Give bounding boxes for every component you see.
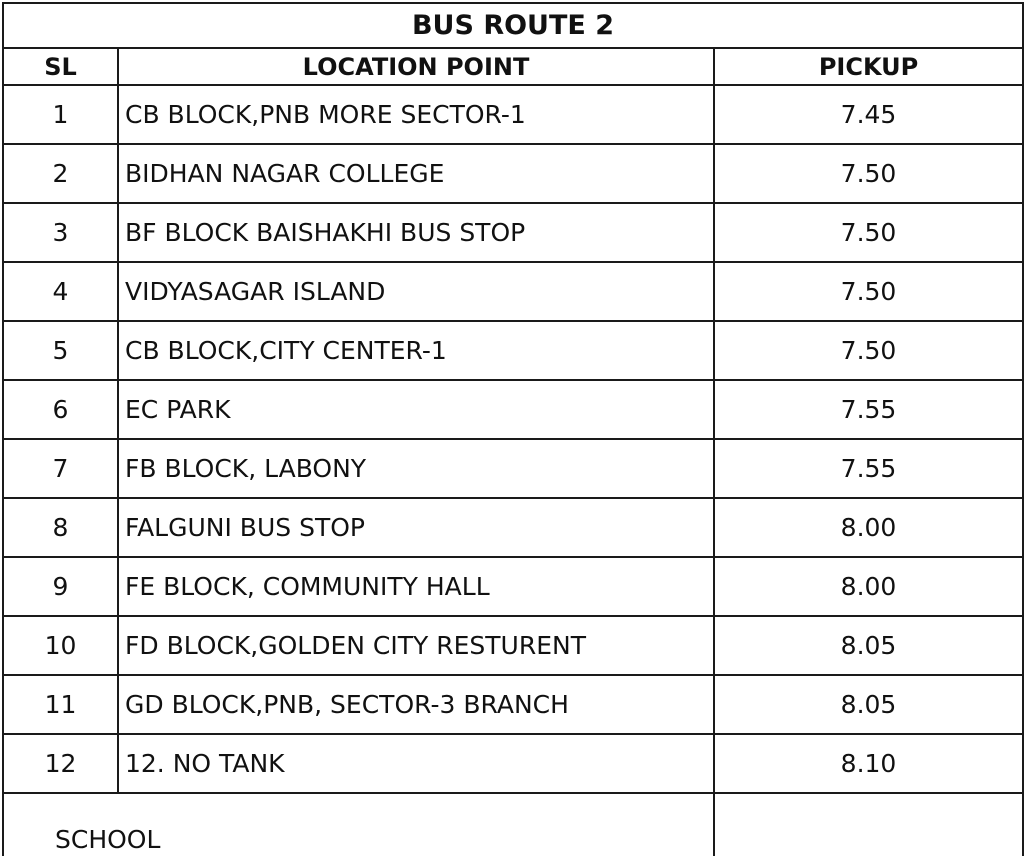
pickup-cell: 8.00 [714, 557, 1023, 616]
location-cell: EC PARK [118, 380, 714, 439]
bus-route-table [2, 2, 1024, 856]
location-cell: FALGUNI BUS STOP [118, 498, 714, 557]
sl-cell: 2 [3, 144, 118, 203]
table-row [3, 439, 1023, 498]
pickup-cell: 7.55 [714, 439, 1023, 498]
pickup-cell: 8.10 [714, 734, 1023, 793]
location-cell: 12. NO TANK [118, 734, 714, 793]
table-row [3, 203, 1023, 262]
pickup-cell: 7.50 [714, 203, 1023, 262]
pickup-cell: 7.45 [714, 85, 1023, 144]
pickup-cell: 7.50 [714, 262, 1023, 321]
location-cell: CB BLOCK,CITY CENTER-1 [118, 321, 714, 380]
table-row [3, 380, 1023, 439]
pickup-cell: 8.00 [714, 498, 1023, 557]
sl-cell: 9 [3, 557, 118, 616]
pickup-cell: 8.05 [714, 616, 1023, 675]
school-pickup-cell [714, 793, 1023, 856]
location-cell: BIDHAN NAGAR COLLEGE [118, 144, 714, 203]
table-row [3, 734, 1023, 793]
school-label: SCHOOL [3, 793, 714, 856]
sl-cell: 1 [3, 85, 118, 144]
pickup-cell: 7.50 [714, 321, 1023, 380]
sl-cell: 7 [3, 439, 118, 498]
table-row [3, 85, 1023, 144]
pickup-cell: 7.50 [714, 144, 1023, 203]
sl-cell: 12 [3, 734, 118, 793]
pickup-cell: 7.55 [714, 380, 1023, 439]
school-row [3, 793, 1023, 856]
header-pickup: PICKUP [714, 48, 1023, 85]
table-row [3, 498, 1023, 557]
table-row [3, 321, 1023, 380]
location-cell: GD BLOCK,PNB, SECTOR-3 BRANCH [118, 675, 714, 734]
location-cell: VIDYASAGAR ISLAND [118, 262, 714, 321]
table-title: BUS ROUTE 2 [3, 3, 1023, 48]
table-row [3, 144, 1023, 203]
sl-cell: 6 [3, 380, 118, 439]
location-cell: FB BLOCK, LABONY [118, 439, 714, 498]
sl-cell: 5 [3, 321, 118, 380]
sl-cell: 3 [3, 203, 118, 262]
header-sl: SL [3, 48, 118, 85]
table-row [3, 262, 1023, 321]
location-cell: CB BLOCK,PNB MORE SECTOR-1 [118, 85, 714, 144]
header-row [3, 48, 1023, 85]
pickup-cell: 8.05 [714, 675, 1023, 734]
table-row [3, 675, 1023, 734]
table-row [3, 616, 1023, 675]
location-cell: FE BLOCK, COMMUNITY HALL [118, 557, 714, 616]
sl-cell: 4 [3, 262, 118, 321]
sl-cell: 10 [3, 616, 118, 675]
location-cell: FD BLOCK,GOLDEN CITY RESTURENT [118, 616, 714, 675]
sl-cell: 11 [3, 675, 118, 734]
sl-cell: 8 [3, 498, 118, 557]
header-location: LOCATION POINT [118, 48, 714, 85]
table-row [3, 557, 1023, 616]
location-cell: BF BLOCK BAISHAKHI BUS STOP [118, 203, 714, 262]
title-row [3, 3, 1023, 48]
